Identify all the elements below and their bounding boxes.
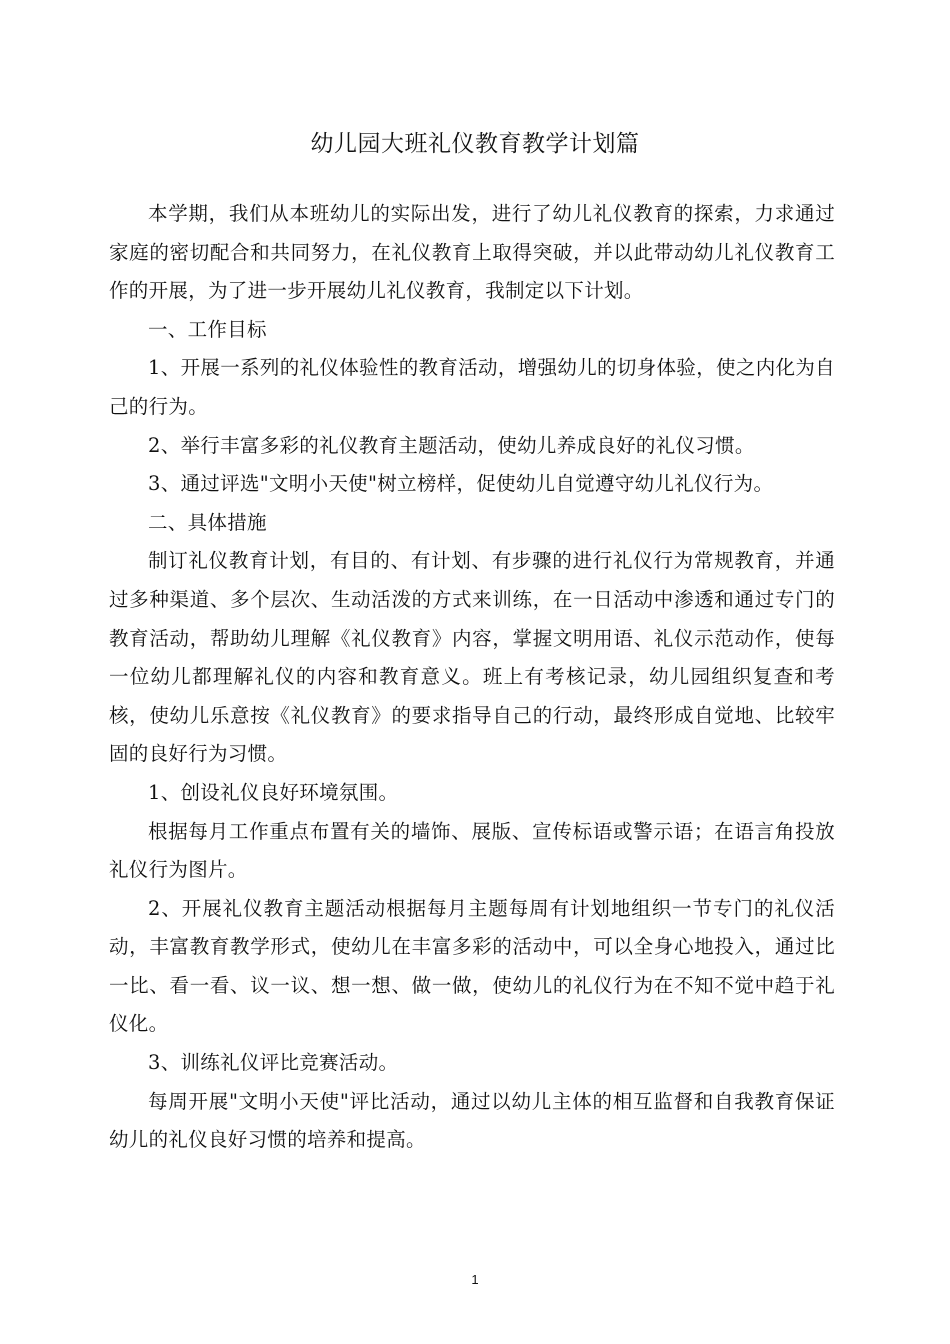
measure-item-1: 1、创设礼仪良好环境氛围。 — [148, 780, 399, 804]
goal-item-1: 1、开展一系列的礼仪体验性的教育活动，增强幼儿的切身体验，使之内化为自己的行为。 — [109, 356, 835, 418]
paragraph-environment: 根据每月工作重点布置有关的墙饰、展版、宣传标语或警示语；在语言角投放礼仪行为图片。 — [109, 819, 835, 882]
heading-measures: 二、具体措施 — [148, 510, 267, 534]
page-number: 1 — [471, 1272, 479, 1287]
paragraph-weekly: 每周开展"文明小天使"评比活动，通过以幼儿主体的相互监督和自我教育保证幼儿的礼仪良好习惯的培养和提高。 — [109, 1089, 835, 1152]
paragraph-plan: 制订礼仪教育计划，有目的、有计划、有步骤的进行礼仪行为常规教育，并通过多种渠道、多个层次、生动活泼的方式来训练，在一日活动中渗透和通过专门的教育活动，帮助幼儿理解《礼仪教育》内容，掌握文明用语、礼仪示范动作，使每一位幼儿都理解礼仪的内容和教育意义。班上有考核记录，幼儿园组织复查和考核，使幼儿乐意按《礼仪教育》的要求指导自己的行动，最终形成自觉地、比较牢固的良好行为习惯。 — [109, 549, 835, 766]
document-body — [109, 195, 835, 1160]
goal-item-3: 3、通过评选"文明小天使"树立榜样，促使幼儿自觉遵守幼儿礼仪行为。 — [148, 472, 774, 496]
heading-work-goals: 一、工作目标 — [148, 317, 267, 341]
document-title: 幼儿园大班礼仪教育教学计划篇 — [310, 131, 640, 157]
measure-item-2: 2、开展礼仪教育主题活动根据每月主题每周有计划地组织一节专门的礼仪活动，丰富教育教学形式，使幼儿在丰富多彩的活动中，可以全身心地投入，通过比一比、看一看、议一议、想一想、做一做，使幼儿的礼仪行为在不知不觉中趋于礼仪化。 — [109, 896, 835, 1036]
measure-item-3: 3、训练礼仪评比竞赛活动。 — [148, 1051, 399, 1075]
paragraph-intro: 本学期，我们从本班幼儿的实际出发，进行了幼儿礼仪教育的探索，力求通过家庭的密切配合和共同努力，在礼仪教育上取得突破，并以此带动幼儿礼仪教育工作的开展，为了进一步开展幼儿礼仪教育，我制定以下计划。 — [109, 202, 835, 303]
goal-item-2: 2、举行丰富多彩的礼仪教育主题活动，使幼儿养成良好的礼仪习惯。 — [148, 433, 755, 457]
